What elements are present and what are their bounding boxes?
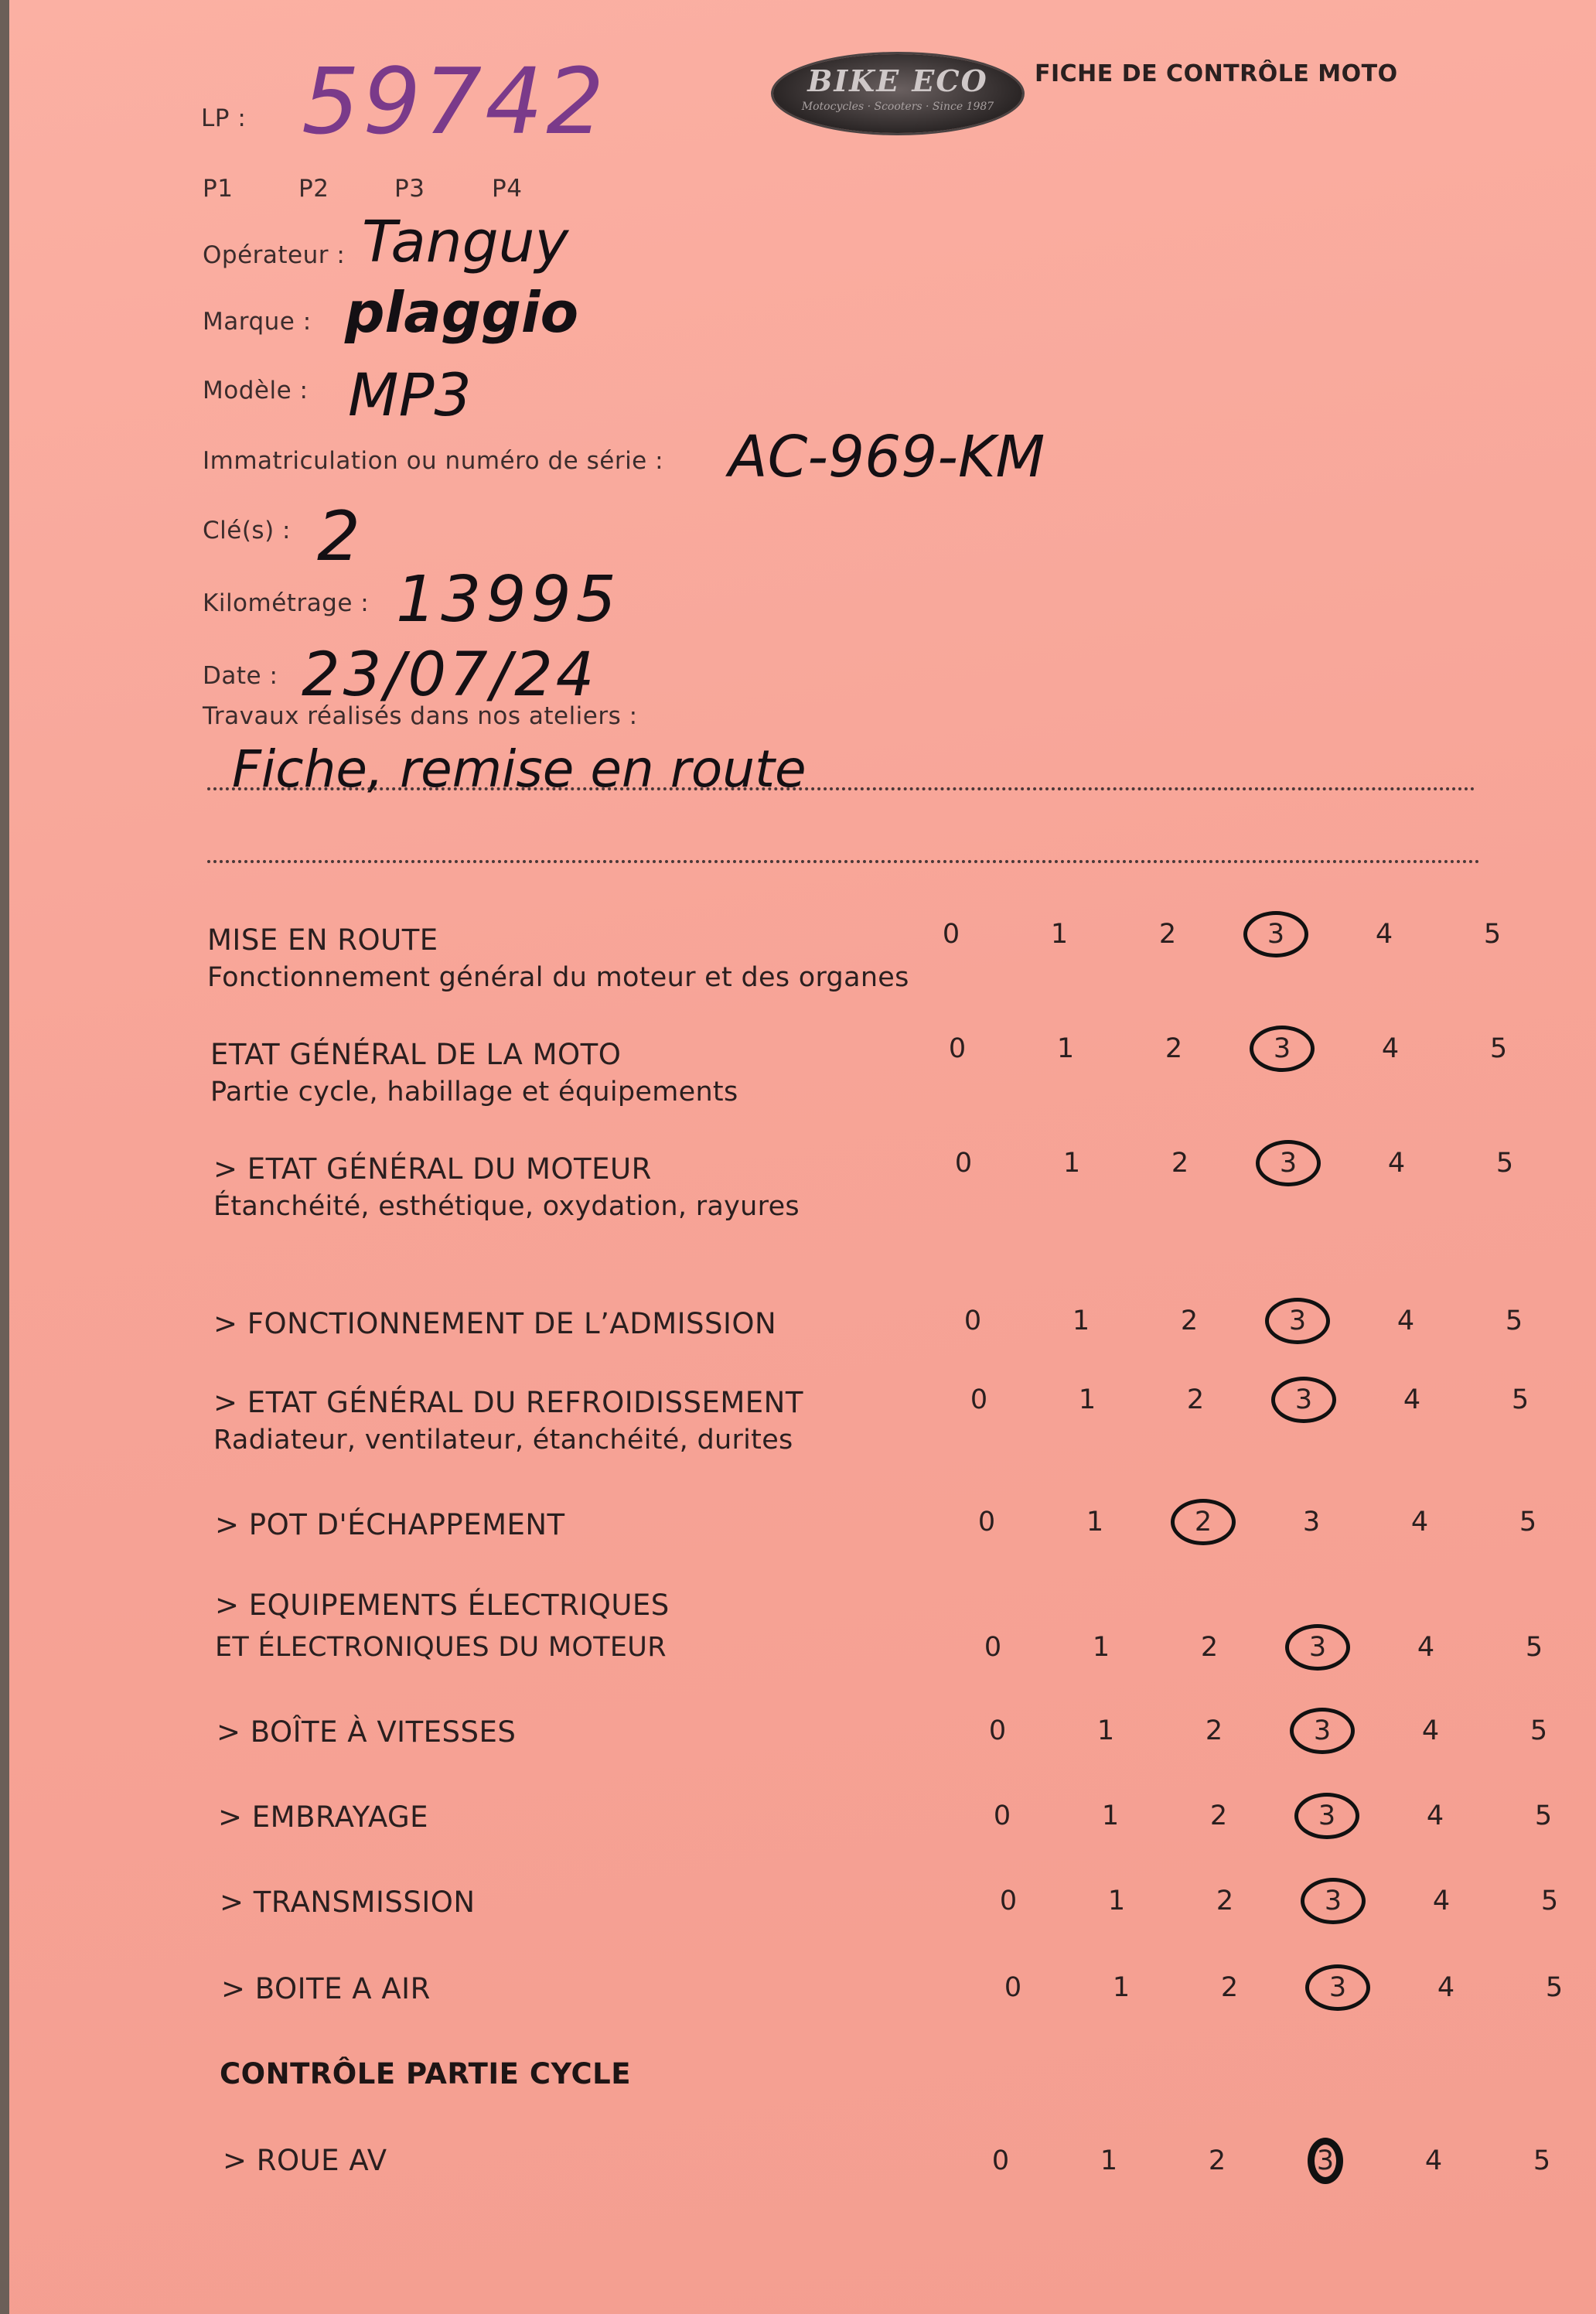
score-option-2[interactable]: 2	[1209, 1800, 1228, 1831]
checklist-item-subtitle: Fonctionnement général du moteur et des organes	[207, 962, 909, 993]
score-option-4[interactable]: 4	[1437, 1972, 1455, 2003]
score-option-2[interactable]: 2	[1205, 1715, 1223, 1746]
checklist-item-title: > EQUIPEMENTS ÉLECTRIQUES	[215, 1589, 670, 1622]
lp-value: 59742	[302, 48, 608, 155]
score-option-1[interactable]: 1	[1107, 1886, 1126, 1916]
score-option-1[interactable]: 1	[1112, 1972, 1130, 2003]
score-option-1[interactable]: 1	[1078, 1384, 1096, 1415]
score-option-5[interactable]: 5	[1545, 1972, 1564, 2003]
selected-score-circle	[1290, 1708, 1355, 1754]
score-option-0[interactable]: 0	[954, 1148, 973, 1179]
score-option-1[interactable]: 1	[1096, 1715, 1115, 1746]
score-option-0[interactable]: 0	[1004, 1972, 1022, 2003]
score-option-0[interactable]: 0	[970, 1384, 988, 1415]
position-p2: P2	[298, 175, 329, 203]
selected-score-circle	[1265, 1298, 1330, 1344]
score-option-3[interactable]: 3	[1328, 1972, 1347, 2003]
score-option-5[interactable]: 5	[1511, 1384, 1530, 1415]
score-option-2[interactable]: 2	[1194, 1507, 1212, 1538]
score-option-5[interactable]: 5	[1519, 1507, 1537, 1538]
score-option-2[interactable]: 2	[1180, 1305, 1199, 1336]
score-option-3[interactable]: 3	[1288, 1305, 1307, 1336]
lp-label: LP :	[201, 104, 247, 132]
checklist-item-title: > ETAT GÉNÉRAL DU MOTEUR	[213, 1152, 652, 1186]
score-option-0[interactable]: 0	[993, 1800, 1011, 1831]
modele-value: MP3	[348, 360, 472, 429]
selected-score-circle	[1308, 2138, 1343, 2184]
checklist-item-subtitle: Partie cycle, habillage et équipements	[210, 1077, 738, 1108]
score-option-0[interactable]: 0	[942, 919, 960, 950]
score-option-2[interactable]: 2	[1200, 1632, 1219, 1663]
selected-score-circle	[1256, 1140, 1321, 1186]
immatriculation-value: AC-969-KM	[728, 424, 1045, 490]
checklist-item-title: > BOÎTE À VITESSES	[217, 1715, 517, 1749]
cycle-section-title: CONTRÔLE PARTIE CYCLE	[220, 2057, 631, 2090]
score-option-1[interactable]: 1	[1062, 1148, 1081, 1179]
cles-label: Clé(s) :	[203, 517, 291, 544]
selected-score-circle	[1305, 1964, 1370, 2011]
score-option-2[interactable]: 2	[1216, 1886, 1234, 1916]
kilometrage-label: Kilométrage :	[203, 589, 370, 617]
score-option-4[interactable]: 4	[1396, 1305, 1415, 1336]
score-option-5[interactable]: 5	[1495, 1148, 1514, 1179]
selected-score-circle	[1250, 1026, 1315, 1072]
score-option-2[interactable]: 2	[1220, 1972, 1239, 2003]
score-option-0[interactable]: 0	[991, 2145, 1010, 2176]
score-option-3[interactable]: 3	[1279, 1148, 1298, 1179]
score-option-5[interactable]: 5	[1530, 1715, 1548, 1746]
score-option-1[interactable]: 1	[1086, 1507, 1104, 1538]
kilometrage-value: 13995	[396, 563, 621, 637]
score-option-5[interactable]: 5	[1505, 1305, 1523, 1336]
checklist-item-title: > BOITE A AIR	[221, 1972, 431, 2005]
marque-label: Marque :	[203, 308, 312, 336]
score-option-0[interactable]: 0	[977, 1507, 996, 1538]
operateur-label: Opérateur :	[203, 241, 346, 269]
checklist-item-subtitle: Étanchéité, esthétique, oxydation, rayures	[213, 1191, 800, 1222]
score-option-1[interactable]: 1	[1050, 919, 1069, 950]
score-option-2[interactable]: 2	[1158, 919, 1177, 950]
selected-score-circle	[1271, 1377, 1336, 1423]
score-option-5[interactable]: 5	[1533, 2145, 1551, 2176]
position-p4: P4	[492, 175, 523, 203]
checklist-item-title: > FONCTIONNEMENT DE L’ADMISSION	[213, 1307, 777, 1340]
score-option-4[interactable]: 4	[1387, 1148, 1406, 1179]
score-option-0[interactable]: 0	[963, 1305, 982, 1336]
score-option-1[interactable]: 1	[1092, 1632, 1110, 1663]
bike-eco-logo	[773, 54, 1022, 133]
score-option-3[interactable]: 3	[1313, 1715, 1332, 1746]
travaux-line-1	[207, 787, 1475, 790]
checklist-item-subtitle: ET ÉLECTRONIQUES DU MOTEUR	[215, 1632, 667, 1663]
score-option-5[interactable]: 5	[1525, 1632, 1543, 1663]
marque-value: plaggio	[345, 280, 579, 345]
checklist-item-subtitle: Radiateur, ventilateur, étanchéité, durites	[213, 1425, 793, 1456]
selected-score-circle	[1285, 1624, 1350, 1671]
checklist-item-title: > EMBRAYAGE	[218, 1800, 429, 1834]
score-option-3[interactable]: 3	[1294, 1384, 1313, 1415]
score-option-5[interactable]: 5	[1489, 1033, 1508, 1064]
selected-score-circle	[1294, 1793, 1359, 1839]
score-option-2[interactable]: 2	[1208, 2145, 1226, 2176]
score-option-0[interactable]: 0	[948, 1033, 967, 1064]
score-option-2[interactable]: 2	[1186, 1384, 1205, 1415]
score-option-2[interactable]: 2	[1171, 1148, 1189, 1179]
immatriculation-label: Immatriculation ou numéro de série :	[203, 447, 664, 475]
score-option-3[interactable]: 3	[1318, 1800, 1336, 1831]
logo-text: BIKE ECO	[807, 63, 988, 98]
score-option-5[interactable]: 5	[1540, 1886, 1559, 1916]
travaux-value: Fiche, remise en route	[232, 739, 807, 799]
score-option-1[interactable]: 1	[1101, 1800, 1120, 1831]
checklist-item-title: MISE EN ROUTE	[207, 923, 438, 957]
score-option-0[interactable]: 0	[984, 1632, 1002, 1663]
checklist-item-title: > POT D'ÉCHAPPEMENT	[215, 1508, 565, 1541]
score-option-4[interactable]: 4	[1432, 1886, 1451, 1916]
score-option-4[interactable]: 4	[1375, 919, 1393, 950]
score-option-3[interactable]: 3	[1267, 919, 1285, 950]
score-option-3[interactable]: 3	[1308, 1632, 1327, 1663]
document-title: FICHE DE CONTRÔLE MOTO	[1035, 60, 1398, 87]
score-option-2[interactable]: 2	[1165, 1033, 1183, 1064]
date-label: Date :	[203, 662, 278, 690]
score-option-3[interactable]: 3	[1316, 2145, 1335, 2176]
score-option-4[interactable]: 4	[1426, 1800, 1444, 1831]
travaux-label: Travaux réalisés dans nos ateliers :	[203, 702, 638, 730]
modele-label: Modèle :	[203, 377, 309, 404]
travaux-line-2	[207, 860, 1480, 863]
score-option-5[interactable]: 5	[1534, 1800, 1553, 1831]
score-option-1[interactable]: 1	[1056, 1033, 1075, 1064]
selected-score-circle	[1301, 1878, 1366, 1924]
score-option-4[interactable]: 4	[1424, 2145, 1443, 2176]
score-option-4[interactable]: 4	[1403, 1384, 1421, 1415]
sheet-shadow-edge	[0, 0, 9, 2314]
score-option-4[interactable]: 4	[1417, 1632, 1435, 1663]
position-p1: P1	[203, 175, 234, 203]
selected-score-circle	[1243, 911, 1308, 957]
position-p3: P3	[394, 175, 425, 203]
cles-value: 2	[317, 497, 360, 576]
score-option-4[interactable]: 4	[1381, 1033, 1400, 1064]
score-option-4[interactable]: 4	[1421, 1715, 1440, 1746]
score-option-3[interactable]: 3	[1273, 1033, 1291, 1064]
score-option-3[interactable]: 3	[1302, 1507, 1321, 1538]
operateur-value: Tanguy	[362, 209, 569, 275]
checklist-item-title: > TRANSMISSION	[220, 1886, 476, 1919]
score-option-1[interactable]: 1	[1072, 1305, 1090, 1336]
score-option-1[interactable]: 1	[1100, 2145, 1118, 2176]
score-option-5[interactable]: 5	[1483, 919, 1502, 950]
score-option-0[interactable]: 0	[988, 1715, 1007, 1746]
checklist-item-title: > ETAT GÉNÉRAL DU REFROIDISSEMENT	[213, 1386, 803, 1419]
logo-subtext: Motocycles · Scooters · Since 1987	[801, 101, 994, 113]
score-option-0[interactable]: 0	[999, 1886, 1018, 1916]
cycle-item-title: > ROUE AV	[223, 2144, 387, 2177]
score-option-3[interactable]: 3	[1324, 1886, 1342, 1916]
date-value: 23/07/24	[302, 640, 598, 710]
selected-score-circle	[1171, 1499, 1236, 1545]
checklist-item-title: ETAT GÉNÉRAL DE LA MOTO	[210, 1038, 622, 1071]
score-option-4[interactable]: 4	[1410, 1507, 1429, 1538]
